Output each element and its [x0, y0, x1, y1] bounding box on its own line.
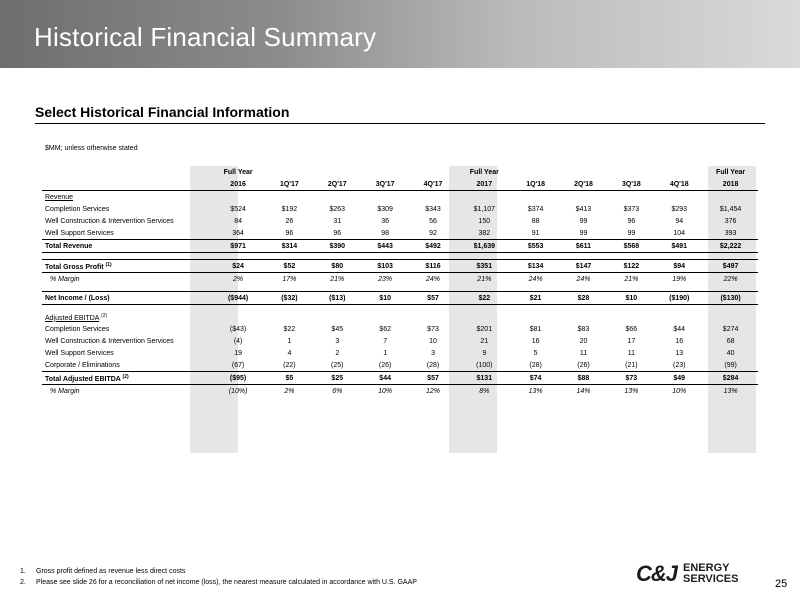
empty-cell	[560, 311, 608, 323]
column-header	[313, 166, 361, 178]
value-cell: 8%	[479, 387, 490, 395]
empty-cell	[409, 253, 457, 260]
total-ebitda-row	[42, 372, 758, 385]
value-cell: $22	[457, 292, 512, 305]
value-cell: $1,454	[719, 205, 742, 213]
value-cell: 13%	[723, 387, 738, 395]
revenue-row	[42, 215, 758, 227]
value-cell: $73	[427, 325, 439, 333]
column-header	[655, 166, 703, 178]
value-cell: 1	[287, 337, 292, 345]
empty-cell	[211, 253, 266, 260]
row-label	[42, 273, 211, 286]
value-cell: $131	[457, 372, 512, 385]
value-cell: $343	[425, 205, 441, 213]
footnote-1: 1. Gross profit defined as revenue less direct costs	[20, 568, 186, 575]
empty-cell	[457, 191, 512, 204]
value-cell: ($95)	[211, 372, 266, 385]
value-cell: ($130)	[703, 292, 758, 305]
empty-cell	[703, 311, 758, 323]
value-cell: 11	[627, 349, 635, 357]
value-cell: 150	[478, 217, 491, 225]
value-cell: 36	[381, 217, 390, 225]
column-header: Full Year	[223, 168, 253, 176]
value-cell: $21	[512, 292, 560, 305]
value-cell: $116	[409, 260, 457, 273]
value-cell: (99)	[724, 361, 737, 369]
value-cell: ($43)	[229, 325, 247, 333]
section-heading	[42, 191, 211, 204]
value-cell: 17	[627, 337, 636, 345]
empty-cell	[457, 311, 512, 323]
value-cell: $390	[313, 240, 361, 253]
empty-cell	[512, 311, 560, 323]
value-cell: 98	[381, 229, 390, 237]
column-header: Full Year	[716, 168, 746, 176]
revenue-row	[42, 203, 758, 215]
value-cell: 13%	[624, 387, 639, 395]
column-header: 2Q'18	[560, 178, 608, 191]
value-cell: 19	[234, 349, 242, 357]
row-label-text: Total Adjusted EBITDA	[45, 375, 121, 383]
slide-title: Historical Financial Summary	[34, 22, 377, 52]
value-cell: 393	[724, 229, 737, 237]
value-cell: 11	[579, 349, 588, 357]
value-cell: $22	[283, 325, 296, 333]
value-cell: 23%	[378, 275, 393, 283]
value-cell: 16	[531, 337, 540, 345]
value-cell: $122	[607, 260, 655, 273]
value-cell: $80	[313, 260, 361, 273]
value-cell: $10	[607, 292, 655, 305]
column-header	[512, 166, 560, 178]
value-cell: 16	[675, 337, 684, 345]
value-cell: (21)	[625, 361, 638, 369]
value-cell: $134	[512, 260, 560, 273]
footnotes	[20, 566, 417, 588]
row-label	[42, 372, 211, 385]
column-header: 4Q'17	[409, 178, 457, 191]
value-cell: 104	[673, 229, 686, 237]
value-cell: ($13)	[313, 292, 361, 305]
row-label	[42, 215, 211, 227]
empty-cell	[409, 311, 457, 323]
footnote-marker: (2)	[101, 312, 108, 319]
empty-cell	[655, 191, 703, 204]
gross-profit-row	[42, 260, 758, 273]
value-cell: $62	[379, 325, 391, 333]
empty-cell	[313, 253, 361, 260]
column-header	[265, 166, 313, 178]
column-header: 2017	[457, 178, 512, 191]
empty-cell	[607, 253, 655, 260]
row-label-text: Well Support Services	[45, 229, 114, 237]
column-header	[42, 178, 211, 191]
row-label-text: % Margin	[50, 275, 80, 283]
footnote-marker: (2)	[122, 373, 129, 380]
value-cell: $274	[722, 325, 739, 333]
logo-mark: C&J	[636, 561, 678, 586]
row-label-text: Corporate / Eliminations	[45, 361, 120, 369]
row-label-text: Well Construction & Intervention Services	[45, 217, 174, 225]
column-header: 2Q'17	[313, 178, 361, 191]
value-cell: 14%	[576, 387, 591, 395]
value-cell: $25	[313, 372, 361, 385]
value-cell: 1	[383, 349, 388, 357]
value-cell: $52	[265, 260, 313, 273]
column-header	[560, 166, 608, 178]
value-cell: 24%	[426, 275, 441, 283]
empty-cell	[361, 311, 409, 323]
revenue-heading-row	[42, 191, 758, 204]
value-cell: $524	[230, 205, 246, 213]
row-label-text: Well Construction & Intervention Services	[45, 337, 174, 345]
value-cell: 94	[675, 217, 684, 225]
value-cell: 12%	[426, 387, 441, 395]
value-cell: 17%	[282, 275, 297, 283]
value-cell: $83	[577, 325, 590, 333]
section-heading-text: Revenue	[45, 193, 74, 201]
financial-table	[42, 166, 758, 397]
empty-cell	[703, 191, 758, 204]
row-label	[42, 203, 211, 215]
value-cell: (67)	[231, 361, 245, 369]
page-number: 25	[775, 578, 788, 590]
row-label	[42, 335, 211, 347]
row-label-text: Total Gross Profit	[45, 263, 104, 271]
value-cell: 3	[431, 349, 435, 357]
value-cell: (28)	[426, 361, 440, 369]
ebitda-heading-row	[42, 311, 758, 323]
empty-cell	[265, 191, 313, 204]
value-cell: 21%	[477, 275, 492, 283]
column-header: Full Year	[469, 168, 499, 176]
revenue-row	[42, 227, 758, 240]
empty-cell	[265, 253, 313, 260]
value-cell: $2,222	[703, 240, 758, 253]
column-header: 2018	[703, 178, 758, 191]
empty-cell	[361, 191, 409, 204]
value-cell: 24%	[528, 275, 543, 283]
column-header	[607, 166, 655, 178]
column-header: 1Q'17	[265, 178, 313, 191]
value-cell: ($190)	[655, 292, 703, 305]
value-cell: $57	[409, 372, 457, 385]
row-label	[42, 227, 211, 240]
value-cell: (26)	[577, 361, 590, 369]
subtitle-divider	[35, 123, 765, 124]
value-cell: 56	[429, 217, 437, 225]
row-label	[42, 359, 211, 372]
value-cell: 3	[335, 337, 340, 345]
column-header: 2016	[211, 178, 266, 191]
row-label	[42, 323, 211, 335]
logo-text: ENERGY SERVICES	[683, 562, 739, 585]
value-cell: 99	[579, 229, 588, 237]
value-cell: $373	[623, 205, 640, 213]
empty-cell	[409, 191, 457, 204]
value-cell: 40	[726, 349, 735, 357]
footnote-2: 2. Please see slide 26 for a reconciliation of net income (loss), the nearest measure calculated in accordance with U.S. GAAP	[20, 579, 417, 586]
value-cell: $284	[703, 372, 758, 385]
value-cell: 2	[335, 349, 340, 357]
row-label-text: Well Support Services	[45, 349, 114, 357]
value-cell: 21%	[624, 275, 639, 283]
empty-cell	[607, 311, 655, 323]
empty-cell	[211, 191, 266, 204]
value-cell: ($944)	[211, 292, 266, 305]
value-cell: (4)	[233, 337, 243, 345]
value-cell: $94	[655, 260, 703, 273]
value-cell: $374	[527, 205, 544, 213]
value-cell: 24%	[576, 275, 591, 283]
section-heading	[42, 311, 211, 323]
value-cell: $413	[575, 205, 592, 213]
value-cell: $74	[512, 372, 560, 385]
net-income-row	[42, 292, 758, 305]
value-cell: $971	[211, 240, 266, 253]
value-cell: 13	[675, 349, 684, 357]
value-cell: 10%	[672, 387, 687, 395]
value-cell: 6%	[332, 387, 343, 395]
row-label-text: Net Income / (Loss)	[45, 294, 110, 302]
value-cell: $492	[409, 240, 457, 253]
value-cell: 21	[480, 337, 489, 345]
column-header	[361, 166, 409, 178]
value-cell: 96	[333, 229, 342, 237]
value-cell: $5	[265, 372, 313, 385]
value-cell: $147	[560, 260, 608, 273]
value-cell: 7	[383, 337, 388, 345]
value-cell: 376	[724, 217, 737, 225]
value-cell: 26	[285, 217, 294, 225]
company-logo	[636, 560, 738, 588]
value-cell: $103	[361, 260, 409, 273]
value-cell: $443	[361, 240, 409, 253]
value-cell: 96	[627, 217, 636, 225]
empty-cell	[457, 253, 512, 260]
value-cell: (22)	[283, 361, 296, 369]
value-cell: ($32)	[265, 292, 313, 305]
column-header	[42, 166, 211, 178]
empty-cell	[42, 253, 211, 260]
value-cell: 99	[579, 217, 588, 225]
value-cell: $314	[265, 240, 313, 253]
ebitda-row	[42, 359, 758, 372]
value-cell: $293	[671, 205, 688, 213]
value-cell: $192	[281, 205, 298, 213]
value-cell: 22%	[723, 275, 738, 283]
value-cell: $1,639	[457, 240, 512, 253]
value-cell: 9	[482, 349, 487, 357]
row-label	[42, 260, 211, 273]
value-cell: $44	[361, 372, 409, 385]
empty-cell	[607, 191, 655, 204]
empty-cell	[361, 253, 409, 260]
value-cell: (25)	[331, 361, 344, 369]
column-header: 4Q'18	[655, 178, 703, 191]
value-cell: 20	[579, 337, 588, 345]
value-cell: 13%	[528, 387, 543, 395]
value-cell: (100)	[476, 361, 493, 369]
ebitda-margin-row	[42, 385, 758, 398]
empty-cell	[703, 253, 758, 260]
value-cell: 21%	[330, 275, 345, 283]
empty-cell	[560, 253, 608, 260]
header-row-period	[42, 166, 758, 178]
value-cell: 2%	[284, 387, 295, 395]
ebitda-row	[42, 335, 758, 347]
value-cell: 31	[333, 217, 342, 225]
row-label	[42, 292, 211, 305]
value-cell: $57	[409, 292, 457, 305]
row-label	[42, 347, 211, 359]
value-cell: $10	[361, 292, 409, 305]
footnote-marker: (1)	[105, 261, 112, 268]
empty-cell	[512, 191, 560, 204]
value-cell: $49	[655, 372, 703, 385]
value-cell: $73	[607, 372, 655, 385]
gross-margin-row	[42, 273, 758, 286]
value-cell: 19%	[672, 275, 687, 283]
column-header	[409, 166, 457, 178]
value-cell: $553	[512, 240, 560, 253]
value-cell: 4	[287, 349, 292, 357]
row-label-text: % Margin	[50, 387, 80, 395]
value-cell: $497	[703, 260, 758, 273]
value-cell: 364	[232, 229, 244, 237]
value-cell: $491	[655, 240, 703, 253]
value-cell: 5	[533, 349, 538, 357]
value-cell: $568	[607, 240, 655, 253]
units-note: $MM; unless otherwise stated	[45, 145, 138, 152]
empty-cell	[265, 311, 313, 323]
value-cell: (23)	[673, 361, 686, 369]
value-cell: (26)	[378, 361, 392, 369]
value-cell: 10%	[378, 387, 393, 395]
value-cell: $81	[529, 325, 542, 333]
row-label-text: Total Revenue	[45, 242, 93, 250]
value-cell: 91	[531, 229, 540, 237]
value-cell: 68	[726, 337, 735, 345]
value-cell: $201	[476, 325, 493, 333]
value-cell: $45	[331, 325, 344, 333]
value-cell: (28)	[529, 361, 542, 369]
value-cell: 96	[285, 229, 294, 237]
value-cell: $611	[560, 240, 608, 253]
row-label	[42, 240, 211, 253]
empty-cell	[211, 311, 266, 323]
header-row-year	[42, 178, 758, 191]
value-cell: $28	[560, 292, 608, 305]
empty-cell	[313, 191, 361, 204]
value-cell: $309	[377, 205, 393, 213]
value-cell: $1,107	[473, 205, 496, 213]
total-revenue-row	[42, 240, 758, 253]
value-cell: $66	[625, 325, 638, 333]
value-cell: $88	[560, 372, 608, 385]
value-cell: $44	[673, 325, 686, 333]
row-label-text: Completion Services	[45, 325, 110, 333]
value-cell: 10	[429, 337, 437, 345]
value-cell: 84	[234, 217, 242, 225]
empty-cell	[655, 311, 703, 323]
value-cell: 2%	[233, 275, 244, 283]
row-label-text: Completion Services	[45, 205, 110, 213]
column-header: 1Q'18	[512, 178, 560, 191]
empty-cell	[655, 253, 703, 260]
value-cell: (10%)	[228, 387, 248, 395]
value-cell: 88	[531, 217, 540, 225]
section-heading-text: Adjusted EBITDA	[45, 314, 100, 322]
empty-cell	[313, 311, 361, 323]
title-banner	[0, 0, 800, 68]
value-cell: $263	[329, 205, 346, 213]
row-label	[42, 385, 211, 398]
column-header: 3Q'17	[361, 178, 409, 191]
empty-cell	[560, 191, 608, 204]
value-cell: $351	[457, 260, 512, 273]
value-cell: 92	[429, 229, 437, 237]
value-cell: $24	[211, 260, 266, 273]
spacer-row	[42, 253, 758, 260]
value-cell: 99	[627, 229, 636, 237]
ebitda-row	[42, 323, 758, 335]
column-header: 3Q'18	[607, 178, 655, 191]
ebitda-row	[42, 347, 758, 359]
empty-cell	[512, 253, 560, 260]
value-cell: 382	[478, 229, 491, 237]
section-subtitle: Select Historical Financial Information	[35, 104, 290, 120]
